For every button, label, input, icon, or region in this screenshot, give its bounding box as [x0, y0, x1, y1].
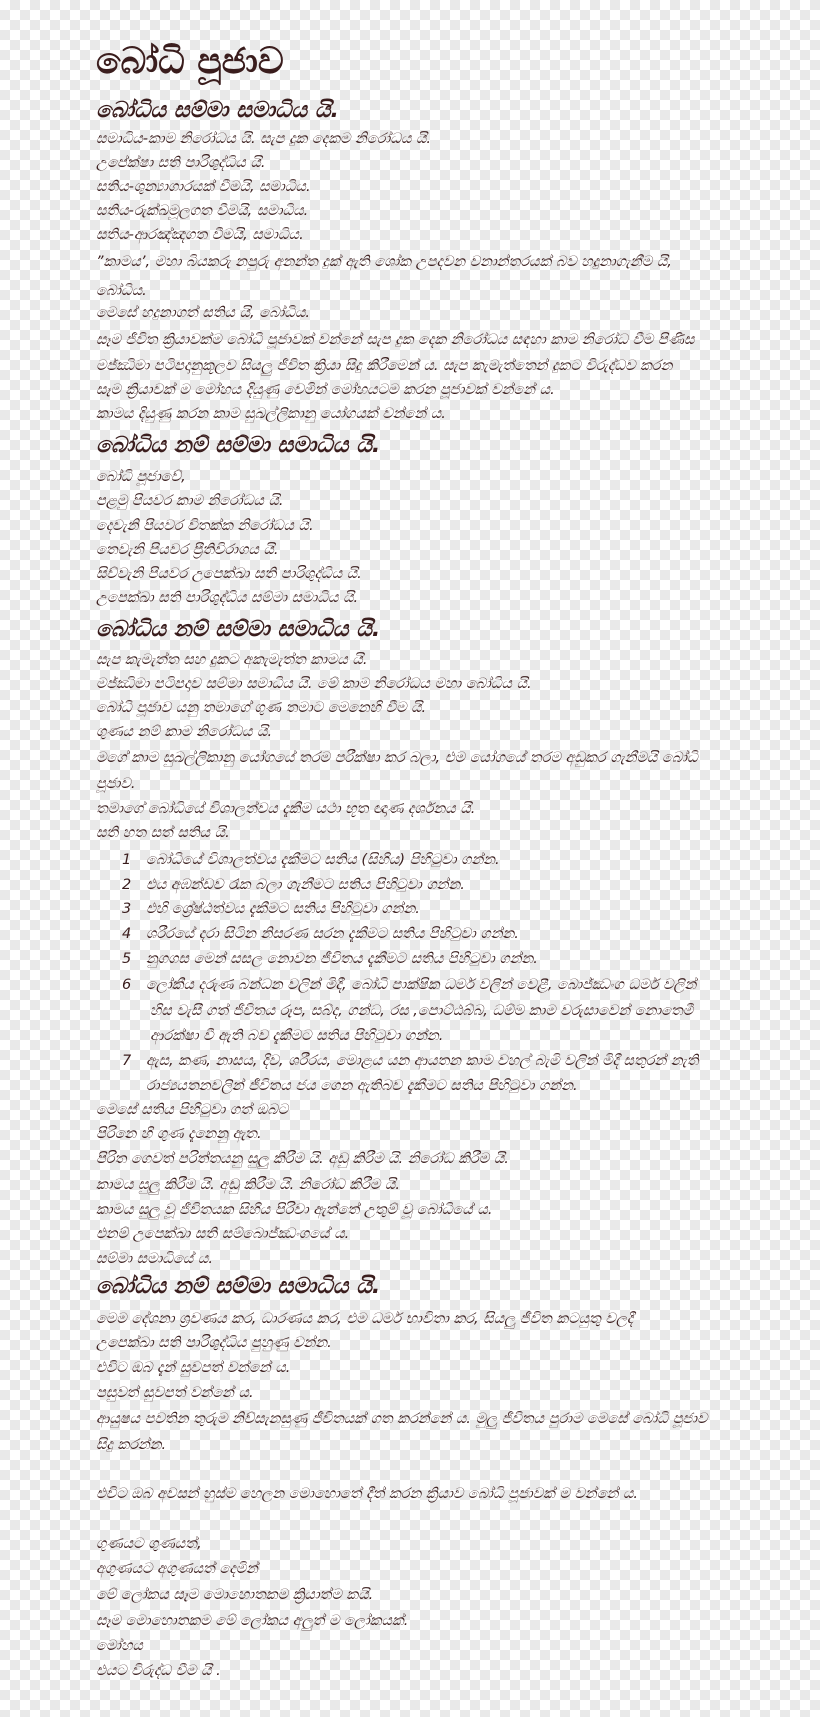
text-line: සම්මා සමාධියේ ය. — [96, 1251, 213, 1267]
document-title: බෝධි පූජාව — [96, 41, 284, 82]
text-line: ”කාමය’, මහා බියකරු නපුරු අනන්ත දුක් ඇති ශෝක උපදවන වනාන්තරයක් බව හදුනාගැනීම යි, — [96, 254, 672, 270]
text-line: පිරිනෙ හි ගුණ දැනෙනු ඇත. — [96, 1126, 262, 1142]
text-line: මෙසේ සතිය පිහිටුවා ගත් ඔබට — [96, 1102, 289, 1118]
text-line: මගේ කාම සුඛල්ලිකානු යෝගයේ තරම පරීක්ෂා කර බලා, එම යෝගයේ තරම අඩුකර ගැනීමයි බෝධි — [96, 750, 698, 766]
list-number: 1 — [122, 852, 132, 868]
text-line: දෙවැනි පියවර විතක්ක නිරෝධය යි. — [96, 518, 314, 534]
text-line: මෙම දේශනා ශ්‍රවණය කර, ධාරණය කර, එම ධර්ම භාවිතා කර, සියලු ජීවිත කටයුතු වලදී — [96, 1311, 634, 1327]
text-line: මජ්ඣිමා පටිපදානුකූලව සියලු ජීවිත ක්‍රියා සිදු කිරීමෙන් ය. සැප කැමැත්තෙන් දුකට විරුද්ධව කරන — [96, 358, 673, 374]
text-line: උපේක්ෂා සති පාරිශුද්ධිය යි. — [96, 155, 266, 171]
list-item-continued: හිස වැසී ගත් ජීවිතය රූප, සබ්ද, ගන්ධ, රස ,පොට්ඨබ්බ, ධම්ම කාම වරුසාවෙන් නොතෙමී — [150, 1003, 694, 1019]
text-line: පූජාව. — [96, 776, 136, 792]
text-line: එයට විරුද්ධ වීම යි . — [96, 1663, 221, 1679]
list-number: 5 — [122, 951, 132, 967]
list-item: ඇස, කණ, නාසය, දිව, ශරීරය, මොළය යන ආයතන කාම වහල් බැමි වලින් මිදී සතුරන් නැති — [146, 1053, 699, 1069]
list-item: බෝධියේ විශාලත්වය දැකීමට සතිය (සිහිය) පිහිටුවා ගන්න. — [146, 852, 500, 868]
text-line: මේ ලෝකය සෑම මොහොතකම ක්‍රියාත්ම කයි. — [96, 1587, 374, 1603]
list-item: නුගගස මෙන් සසල නොවන ජීවිතය දැකීමට සතිය පිහිටුවා ගන්න. — [146, 951, 538, 967]
list-number: 6 — [122, 977, 132, 993]
text-line: තමාගේ බෝධියේ විශාලත්වය දැකීම යථා භූත ඥාණ දර්ශනය යි. — [96, 801, 476, 817]
text-line: සතිය-ශුන්‍යාගාරයක් වීමයි, සමාධිය. — [96, 179, 311, 195]
text-line: බෝධි පූජාව යනු තමාගේ ගුණ තමාට මෙනෙහි වීම යි. — [96, 700, 427, 716]
text-line: සෑම ජීවිත ක්‍රියාවක්ම බෝධි පූජාවක් වන්නේ සැප දුක දෙක නිරෝධය සඳහා කාම නිරෝධ වීම පිණිස — [96, 332, 695, 348]
list-item-continued: ආරක්ෂා වී ඇති බව දැකීමට සතිය පිහිටුවා ගන්න. — [150, 1028, 444, 1044]
text-line: අගුණයට අගුණයත් දෙමින් — [96, 1561, 258, 1577]
text-line: සතිය-රුක්ඛමූලගත වීමයි, සමාධිය. — [96, 203, 309, 219]
text-line: ගුණය නම් කාම නිරෝධය යි. — [96, 724, 273, 740]
section-heading: බෝධිය නම් සම්මා සමාධිය යි. — [96, 433, 381, 458]
text-line: උපෙක්ඛා සති පාරිශුද්ධිය පුහුණු වන්න. — [96, 1335, 332, 1351]
list-number: 2 — [122, 877, 132, 893]
text-line: එවිට ඔබ අවසන් හුස්ම හෙලන මොහොතේ දීත් කරන ක්‍රියාව බෝධි පූජාවක් ම වන්නේ ය. — [96, 1486, 638, 1502]
list-number: 3 — [122, 901, 132, 917]
section-heading: බෝධිය නම් සම්මා සමාධිය යි. — [96, 617, 381, 642]
text-line: කාමය දියුණු කරන කාම සුඛල්ලිකානු යෝගයක් වන්නේ ය. — [96, 406, 446, 422]
list-number: 4 — [122, 926, 132, 942]
text-line: මජ්ඣිමා පටිපදාව සම්මා සමාධිය යි. මේ කාම නිරෝධය මහා බෝධිය යි. — [96, 676, 532, 692]
text-line: උපෙක්ඛා සති පාරිශුද්ධිය සම්මා සමාධිය යි. — [96, 590, 359, 606]
text-line: බෝධි පූජාවේ, — [96, 469, 186, 485]
list-item: එය අඹන්ඩව රැක බලා ගැනීමට සතිය පිහිටුවා ගන්න. — [146, 877, 465, 893]
text-line: ආයුෂය පවතින තුරුම නිව්සැනසුණු ජීවිතයක් ගත කරන්නේ ය. මුලු ජීවිතය පුරාම මෙසේ බෝධි පූජාව — [96, 1411, 708, 1427]
list-item: එහි ශ්‍රේෂ්ඨත්වය දැකීමට සතිය පිහිටුවා ගන්න. — [146, 901, 420, 917]
text-line: ගුණයට ගුණයත්, — [96, 1536, 202, 1552]
text-line: මෙසේ හදුනාගත් සතිය යි, බෝධිය. — [96, 305, 311, 321]
text-line: බෝධිය. — [96, 283, 147, 299]
text-line: සතිය-ආරඤ්ඤගත වීමයි, සමාධිය. — [96, 227, 304, 243]
section-heading: බෝධිය නම් සම්මා සමාධිය යි. — [96, 1274, 381, 1299]
text-line: එනම් උපෙක්ඛා සති සම්බොජ්ඣංගයේ ය. — [96, 1226, 350, 1242]
list-item: ශරීරයේ දරා සිටින නිසරණ සරන දැකීමට සතිය පිහිටුවා ගන්න. — [146, 926, 519, 942]
section-heading: බෝධිය සම්මා සමාධිය යි. — [96, 98, 339, 123]
text-line: කාමය සුලු වූ ජීවිතයක සිහිය පිරිවා ඇත්තේ උතුම් වූ බෝධියේ ය. — [96, 1202, 493, 1218]
text-line: මෝහය — [96, 1638, 143, 1654]
text-line: පළමු පියවර කාම නිරෝධය යි. — [96, 493, 284, 509]
list-item-continued: රාජ්‍යයතනවලින් ජීවිතය ජය ගෙන ඇතිබව දැකීමට සතිය පිහිටුවා ගන්න. — [146, 1078, 578, 1094]
text-line: පිරිත ගෙවත් පරිත්තයනු සුලු කිරීම යි. අඩු කිරීම යි. නිරෝධ කිරීම යි. — [96, 1151, 509, 1167]
text-line: තෙවැනි පියවර ප්‍රීතිවිරාගය යි. — [96, 542, 279, 558]
text-line: සිව්වැනි පියවර උපෙක්ඛා සති පාරිශුද්ධිය යි. — [96, 566, 362, 582]
text-line: සැප කැමැත්ත සහ දුකට අකැමැත්ත කාමය යි. — [96, 652, 368, 668]
text-line: සිදු කරන්න. — [96, 1437, 167, 1453]
text-line: පසුවත් සුවපත් වන්නේ ය. — [96, 1385, 254, 1401]
list-item: ලෝකීය දරුණ බන්ධන වලින් මිදී, බෝධි පාක්ෂික ධර්ම වලින් වෙළී, බොජ්ඣංග ධර්ම වලින් — [146, 977, 697, 993]
text-line: සෑම ක්‍රියාවක් ම මෝහය දියුණු වෙමින් මෝහයටම කරන පූජාවක් වන්නේ ය. — [96, 382, 555, 398]
list-number: 7 — [122, 1053, 132, 1069]
text-line: එවිට ඔබ දැන් සුවපත් වන්නේ ය. — [96, 1360, 291, 1376]
text-line: සෑම මොහොතකම මේ ලෝකය අලුත් ම ලෝකයක්. — [96, 1613, 409, 1629]
text-line: සති හත සත් සතිය යි. — [96, 825, 230, 841]
text-line: සමාධිය-කාම නිරෝධය යි. සැප දුක දෙකම නිරෝධය යි. — [96, 131, 432, 147]
text-line: කාමය සුලු කිරීම යි. අඩු කිරීම යි. නිරෝධ කිරීම යි. — [96, 1177, 400, 1193]
